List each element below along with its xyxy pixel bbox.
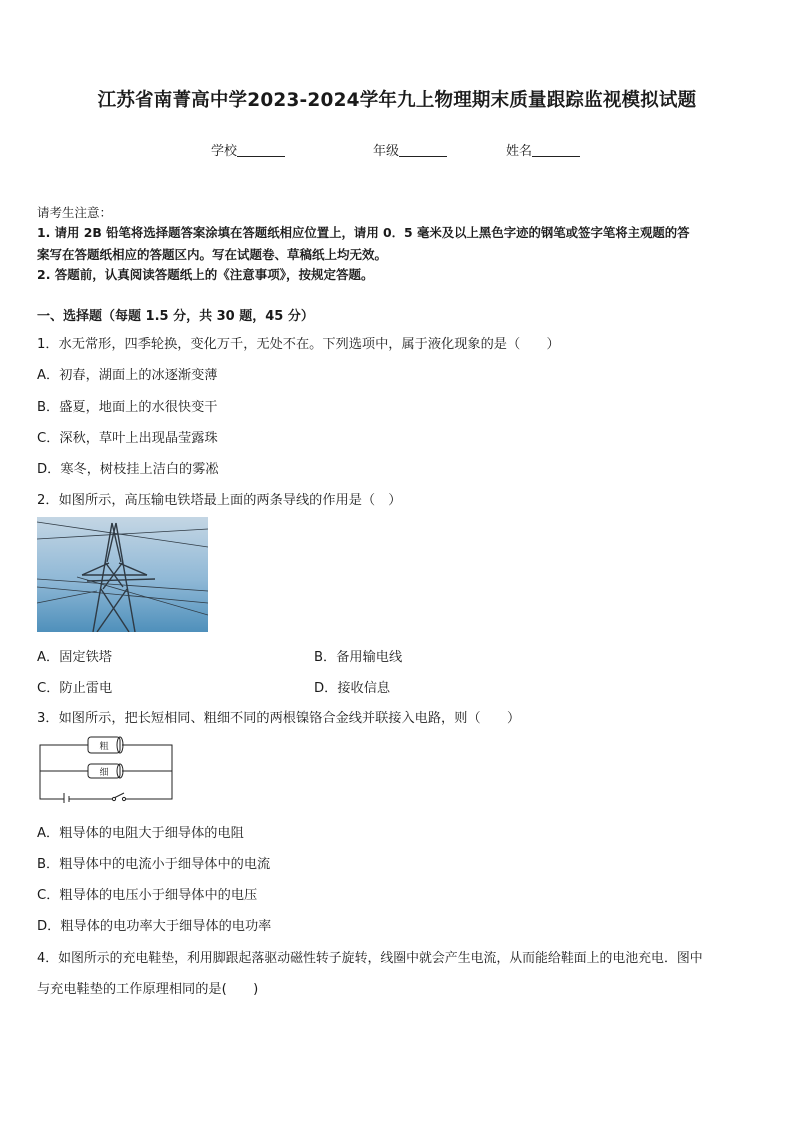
notes-heading: 请考生注意： [37, 205, 113, 220]
thin-wire-label: 细 [99, 768, 109, 778]
q1-option-c[interactable]: C．深秋，草叶上出现晶莹露珠 [37, 431, 218, 446]
thick-wire-label: 粗 [99, 742, 109, 752]
parallel-circuit-diagram [36, 731, 176, 803]
q3-option-d[interactable]: D．粗导体的电功率大于细导体的电功率 [37, 919, 272, 934]
school-label: 学校 [211, 144, 238, 159]
q3-option-b[interactable]: B．粗导体中的电流小于细导体中的电流 [37, 857, 271, 872]
q1-option-b[interactable]: B．盛夏，地面上的水很快变干 [37, 400, 218, 415]
question-4-stem: 4．如图所示的充电鞋垫，利用脚跟起落驱动磁性转子旋转，线圈中就会产生电流，从而能给鞋面上的电池充电．图中 [37, 951, 703, 966]
question-1-stem: 1．水无常形，四季轮换，变化万千，无处不在。下列选项中，属于液化现象的是（ ） [37, 337, 560, 352]
q3-option-a[interactable]: A．粗导体的电阻大于细导体的电阻 [37, 826, 244, 841]
question-3-stem: 3．如图所示，把长短相同、粗细不同的两根镍铬合金线并联接入电路，则（ ） [37, 711, 521, 726]
q1-option-a[interactable]: A．初春，湖面上的冰逐渐变薄 [37, 368, 218, 383]
notes-item-2: 2. 答题前，认真阅读答题纸上的《注意事项》，按规定答题。 [37, 267, 374, 282]
q2-option-c[interactable]: C．防止雷电 [37, 681, 113, 696]
section-heading: 一、选择题（每题 1.5 分，共 30 题，45 分） [37, 309, 314, 324]
page-title: 江苏省南菁高中学2023-2024学年九上物理期末质量跟踪监视模拟试题 [97, 90, 697, 111]
school-blank[interactable] [237, 144, 285, 157]
power-tower-photo [37, 517, 208, 632]
grade-field[interactable] [373, 140, 447, 159]
question-4-stem-cont: 与充电鞋垫的工作原理相同的是( ) [37, 982, 259, 997]
grade-blank[interactable] [399, 144, 447, 157]
q3-option-c[interactable]: C．粗导体的电压小于细导体中的电压 [37, 888, 258, 903]
q2-option-d[interactable]: D．接收信息 [314, 681, 391, 696]
notes-item-1-cont: 案写在答题纸相应的答题区内。写在试题卷、草稿纸上均无效。 [37, 247, 388, 262]
grade-label: 年级 [373, 144, 400, 159]
name-field[interactable] [506, 140, 580, 159]
q2-option-b[interactable]: B．备用输电线 [314, 650, 403, 665]
notes-item-1: 1. 请用 2B 铅笔将选择题答案涂填在答题纸相应位置上，请用 0．5 毫米及以上黑色字迹的钢笔或签字笔将主观题的答 [37, 225, 690, 240]
q1-option-d[interactable]: D．寒冬，树枝挂上洁白的雾凇 [37, 462, 219, 477]
q2-option-a[interactable]: A．固定铁塔 [37, 650, 112, 665]
name-blank[interactable] [532, 144, 580, 157]
question-2-stem: 2．如图所示，高压输电铁塔最上面的两条导线的作用是（ ） [37, 493, 402, 508]
school-field[interactable] [211, 140, 285, 159]
name-label: 姓名 [506, 144, 533, 159]
